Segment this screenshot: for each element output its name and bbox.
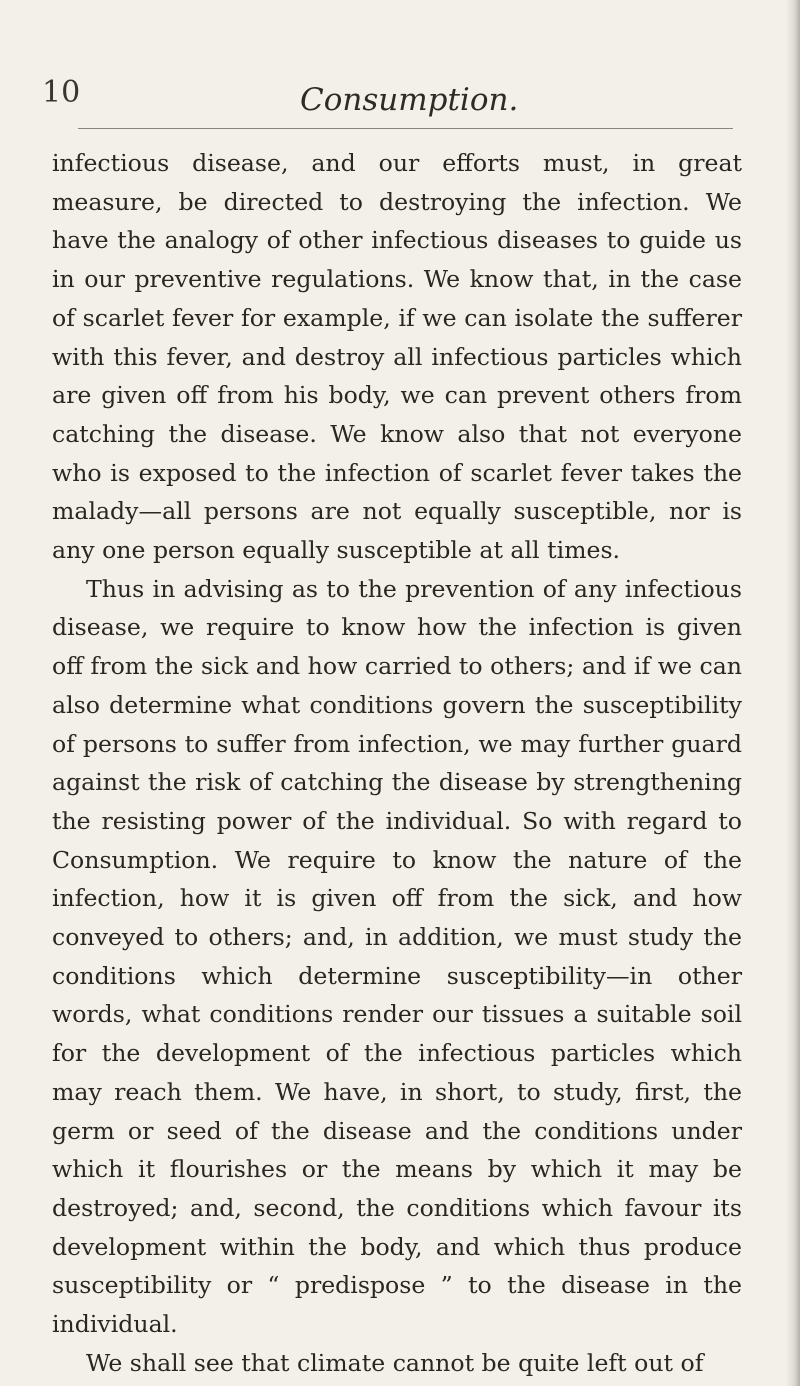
paragraph-3: We shall see that climate cannot be quite left out of bbox=[86, 1348, 704, 1377]
page-number: 10 bbox=[42, 75, 81, 110]
paragraph-1: infectious disease, and our efforts must, in great measure, be directed to destroying the infection. We have the analogy of other infectious diseases to guide us in our preventive regulations. We know that, in the case of scarlet fever for example, if we can isolate the sufferer with this fever, and destroy all infectious particles which are given off from his body, we can prevent others from catching the disease. We know also that not everyone who is exposed to the infection of scarlet fever takes the malady—all persons are not equally susceptible, nor is any one person equally susceptible at all times. bbox=[52, 149, 742, 565]
paragraph-2: Thus in advising as to the prevention of any infectious disease, we require to know how the infection is given off from the sick and how carried to others; and if we can also determine what conditions govern the susceptibility of persons to suffer from infection, we may further guard against the risk of catching the disease by strengthening the resisting power of the individual. So with regard to Consumption. We require to know the nature of the infection, how it is given off from the sick, and how conveyed to others; and, in addition, we must study the conditions which determine susceptibility—in other words, what conditions render our tissues a suitable soil for the development of the infectious particles which may reach them. We have, in short, to study, first, the germ or seed of the disease and the conditions under which it flourishes or the means by which it may be destroyed; and, second, the conditions which favour its development within the body, and which thus produce susceptibility or “ predispose ” to the disease in the individual. bbox=[52, 574, 742, 1339]
header-rule bbox=[78, 128, 733, 129]
body-text bbox=[52, 144, 742, 1383]
running-title: Consumption. bbox=[300, 82, 519, 118]
page-edge-shadow bbox=[786, 0, 800, 1386]
